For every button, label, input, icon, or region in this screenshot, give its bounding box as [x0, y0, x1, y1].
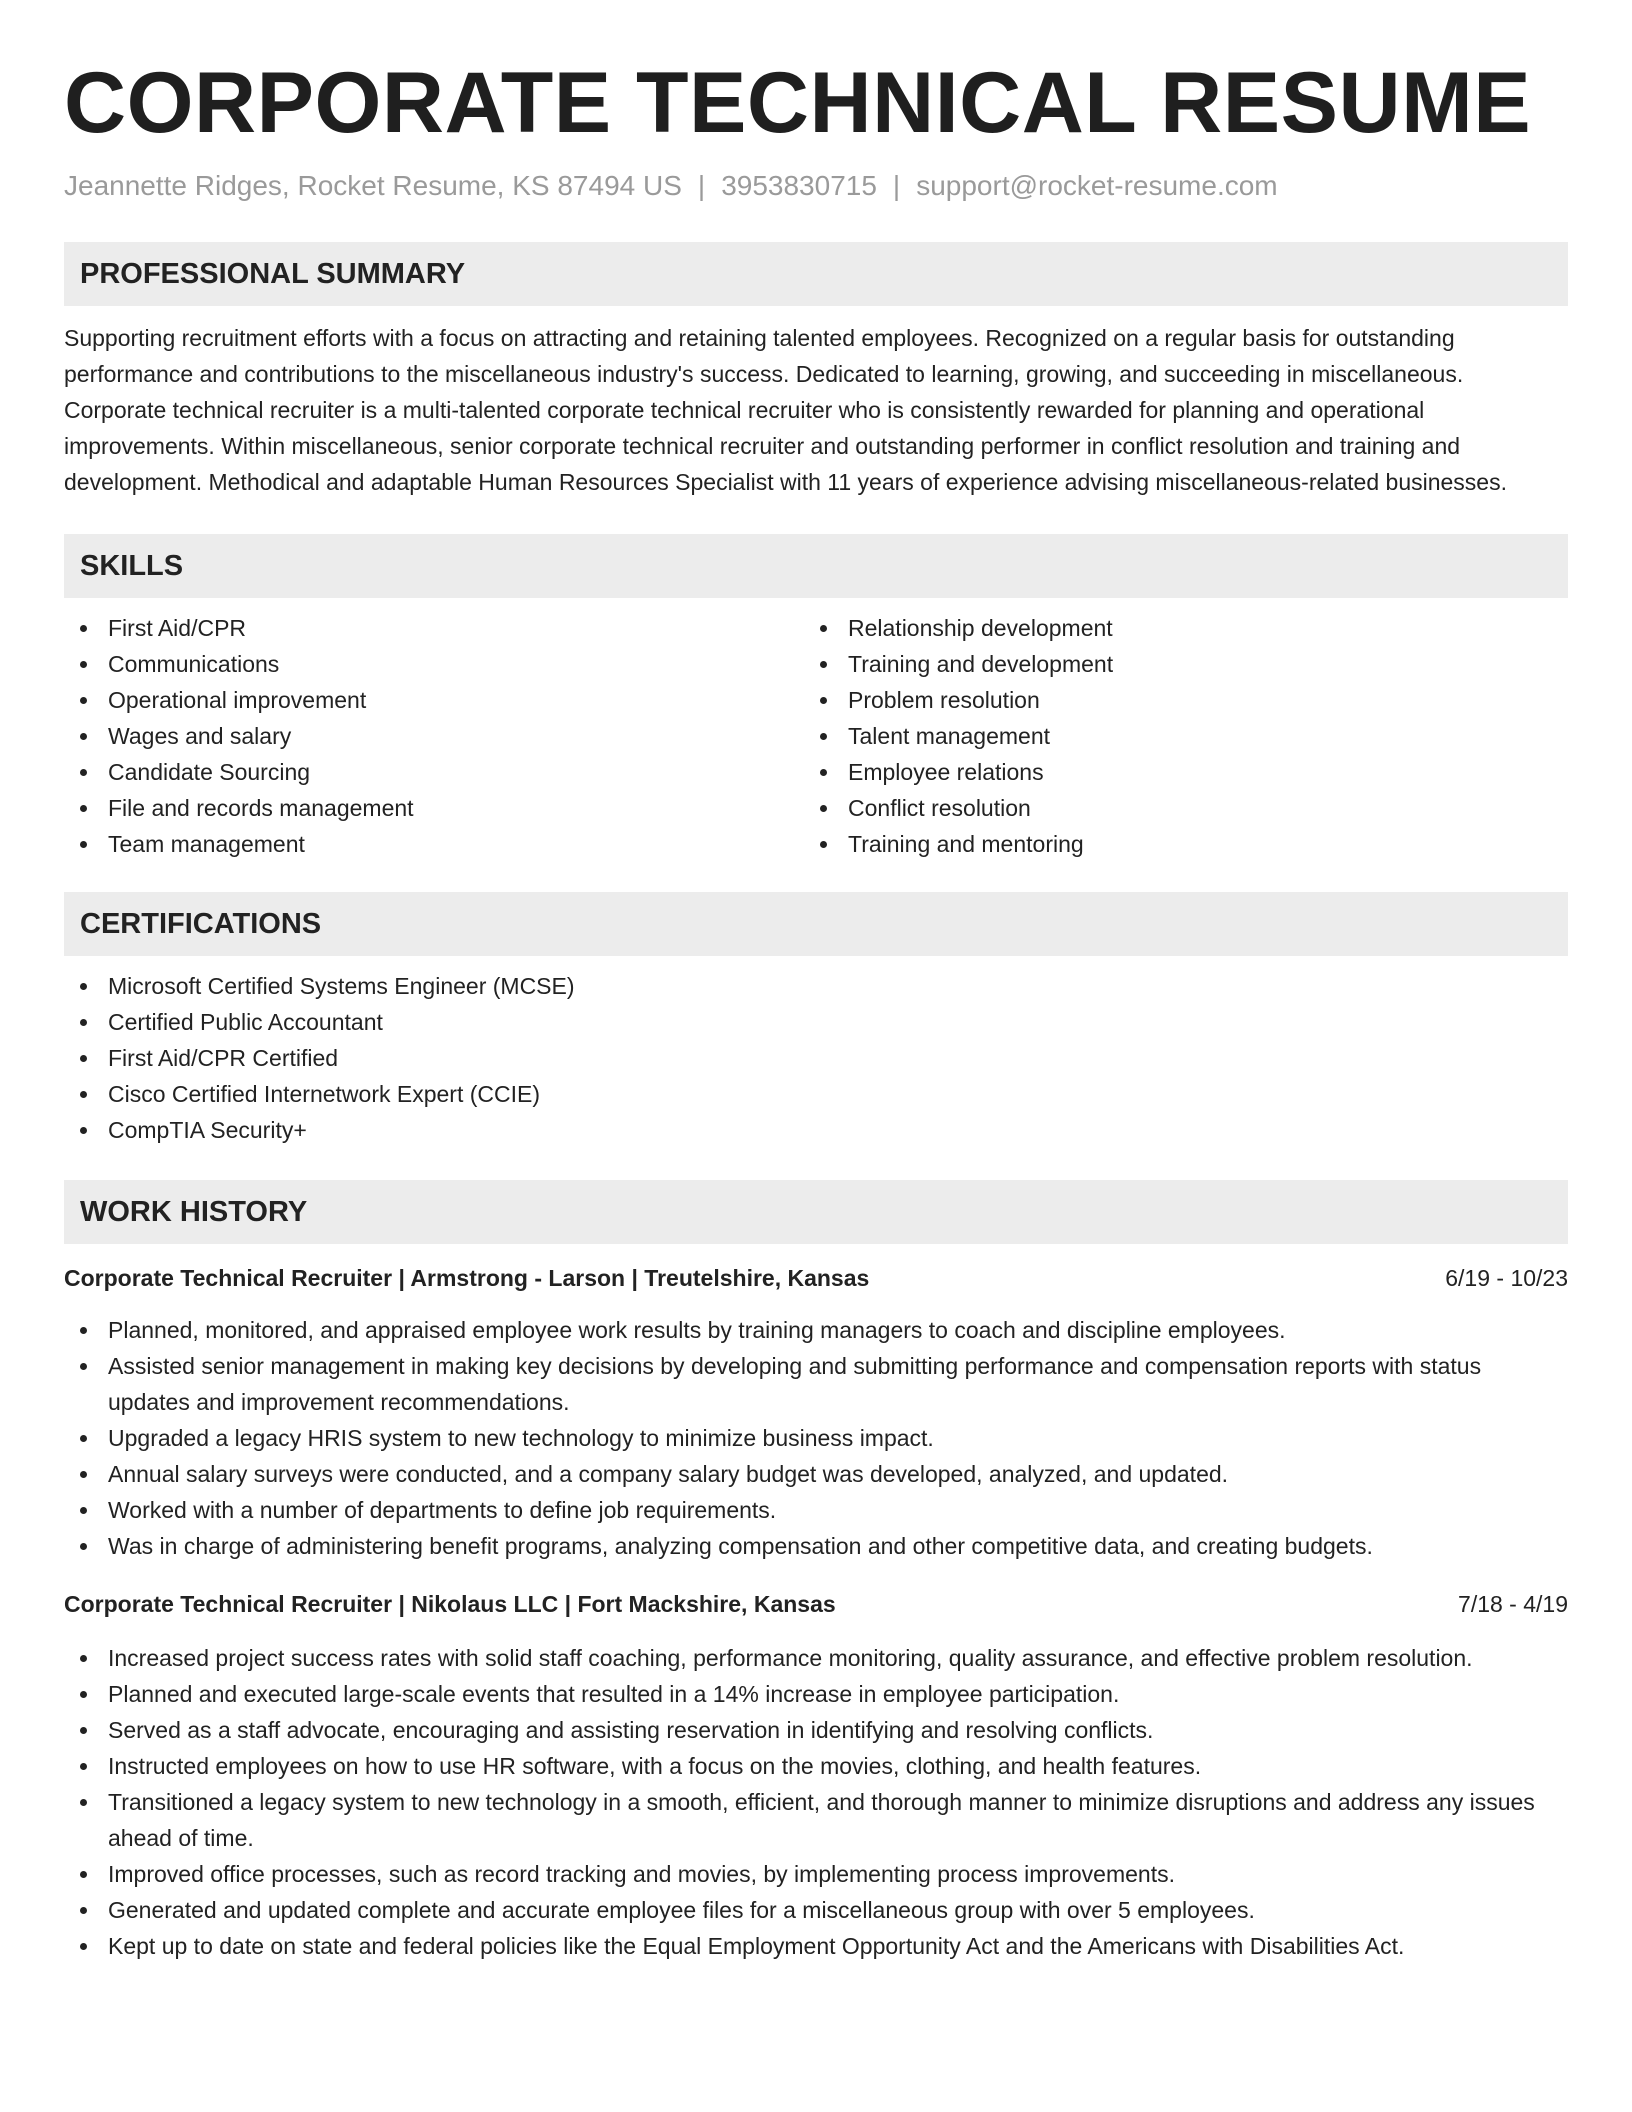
job-entry: [64, 1586, 1568, 1964]
job-bullet: Generated and updated complete and accurate employee files for a miscellaneous group with over 5 employees.: [64, 1892, 1568, 1928]
certifications-list: [64, 968, 1568, 1148]
skill-item: Communications: [64, 646, 804, 682]
job-bullet: Upgraded a legacy HRIS system to new technology to minimize business impact.: [64, 1420, 1568, 1456]
section-header-skills: SKILLS: [64, 534, 1568, 598]
job-bullets: [64, 1312, 1568, 1564]
job-bullets: [64, 1640, 1568, 1964]
job-bullet: Assisted senior management in making key decisions by developing and submitting performance and compensation reports with status updates and improvement recommendations.: [64, 1348, 1568, 1420]
skill-item: Problem resolution: [804, 682, 1544, 718]
section-header-work-history: WORK HISTORY: [64, 1180, 1568, 1244]
job-bullet: Was in charge of administering benefit programs, analyzing compensation and other competitive data, and creating budgets.: [64, 1528, 1568, 1564]
contact-phone: 3953830715: [721, 170, 877, 201]
skill-item: File and records management: [64, 790, 804, 826]
job-bullet: Transitioned a legacy system to new technology in a smooth, efficient, and thorough manner to minimize disruptions and address any issues ahead of time.: [64, 1784, 1568, 1856]
job-bullet: Annual salary surveys were conducted, and a company salary budget was developed, analyzed, and updated.: [64, 1456, 1568, 1492]
skills-grid: [64, 610, 1568, 862]
contact-address: Jeannette Ridges, Rocket Resume, KS 87494 US: [64, 170, 682, 201]
skill-item: Employee relations: [804, 754, 1544, 790]
certification-item: Certified Public Accountant: [64, 1004, 1568, 1040]
skills-list-right: [804, 610, 1544, 862]
skill-item: Relationship development: [804, 610, 1544, 646]
job-header: [64, 1586, 1568, 1622]
job-bullet: Instructed employees on how to use HR software, with a focus on the movies, clothing, and health features.: [64, 1748, 1568, 1784]
job-bullet: Increased project success rates with solid staff coaching, performance monitoring, quality assurance, and effective problem resolution.: [64, 1640, 1568, 1676]
certification-item: First Aid/CPR Certified: [64, 1040, 1568, 1076]
contact-email: support@rocket-resume.com: [916, 170, 1278, 201]
job-bullet: Served as a staff advocate, encouraging and assisting reservation in identifying and resolving conflicts.: [64, 1712, 1568, 1748]
skill-item: Team management: [64, 826, 804, 862]
job-bullet: Planned and executed large-scale events that resulted in a 14% increase in employee participation.: [64, 1676, 1568, 1712]
resume-title: CORPORATE TECHNICAL RESUME: [64, 55, 1532, 151]
job-title: Corporate Technical Recruiter | Armstrong - Larson | Treutelshire, Kansas: [64, 1265, 870, 1291]
skills-list-left: [64, 610, 804, 862]
skill-item: Candidate Sourcing: [64, 754, 804, 790]
job-entry: [64, 1260, 1568, 1564]
section-header-summary: PROFESSIONAL SUMMARY: [64, 242, 1568, 306]
job-title: Corporate Technical Recruiter | Nikolaus LLC | Fort Mackshire, Kansas: [64, 1591, 836, 1617]
job-header: [64, 1260, 1568, 1296]
contact-separator: |: [697, 170, 706, 201]
summary-text: Supporting recruitment efforts with a focus on attracting and retaining talented employees. Recognized on a regular basis for outstanding performance and contributions to the miscellaneous industry's success. Dedicated to learning, growing, and succeeding in miscellaneous. Corporate technical recruiter is a multi-talented corporate technical recruiter who is consistently rewarded for planning and operational improvements. Within miscellaneous, senior corporate technical recruiter and outstanding performer in conflict resolution and training and development. Methodical and adaptable Human Resources Specialist with 11 years of experience advising miscellaneous-related businesses.: [64, 325, 1507, 495]
skill-item: Operational improvement: [64, 682, 804, 718]
skill-item: Wages and salary: [64, 718, 804, 754]
skill-item: Conflict resolution: [804, 790, 1544, 826]
certification-item: CompTIA Security+: [64, 1112, 1568, 1148]
certification-item: Microsoft Certified Systems Engineer (MCSE): [64, 968, 1568, 1004]
skill-item: Talent management: [804, 718, 1544, 754]
job-bullet: Worked with a number of departments to define job requirements.: [64, 1492, 1568, 1528]
job-dates: 7/18 - 4/19: [1458, 1591, 1568, 1617]
contact-line: [64, 168, 1568, 204]
job-bullet: Kept up to date on state and federal policies like the Equal Employment Opportunity Act and the Americans with Disabilities Act.: [64, 1928, 1568, 1964]
skill-item: Training and mentoring: [804, 826, 1544, 862]
job-dates: 6/19 - 10/23: [1445, 1265, 1568, 1291]
section-header-certifications: CERTIFICATIONS: [64, 892, 1568, 956]
certification-item: Cisco Certified Internetwork Expert (CCIE): [64, 1076, 1568, 1112]
skill-item: Training and development: [804, 646, 1544, 682]
job-bullet: Improved office processes, such as record tracking and movies, by implementing process improvements.: [64, 1856, 1568, 1892]
contact-separator: |: [892, 170, 901, 201]
skill-item: First Aid/CPR: [64, 610, 804, 646]
job-bullet: Planned, monitored, and appraised employee work results by training managers to coach and discipline employees.: [64, 1312, 1568, 1348]
